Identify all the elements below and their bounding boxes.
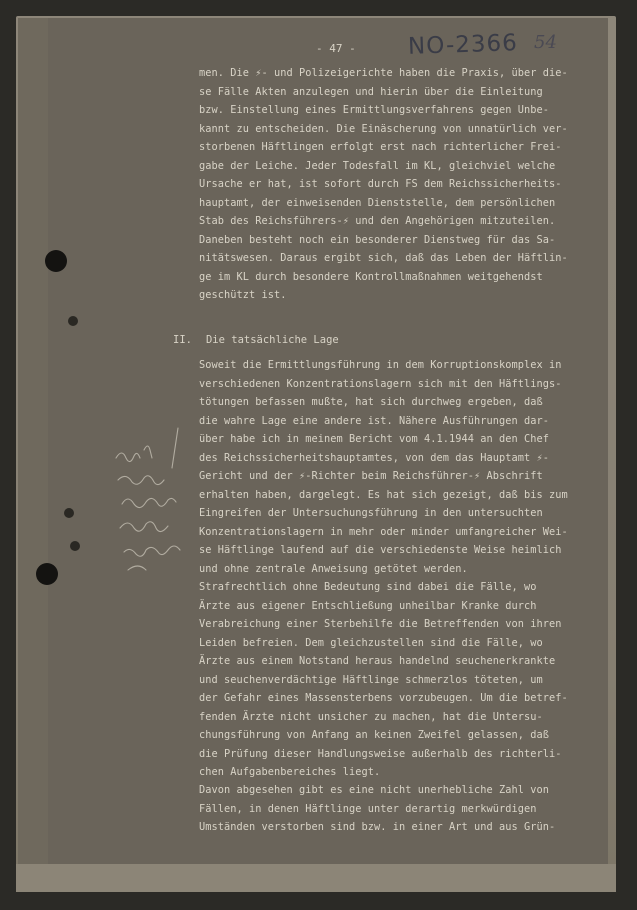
text-line: Soweit die Ermittlungsführung in dem Korruptionskomplex in (199, 359, 562, 371)
document-handwritten-number: 54 (534, 32, 557, 53)
text-line: Eingreifen der Untersuchungsführung in den untersuchten (199, 507, 543, 519)
staple-mark (64, 508, 74, 518)
paragraph-3 (199, 578, 599, 782)
text-line: men. Die ⚡- und Polizeigerichte haben die Praxis, über die- (199, 67, 568, 79)
text-line: Umständen verstorben sind bzw. in einer Art und aus Grün- (199, 821, 556, 833)
text-line: se Fälle Akten anzulegen und hierin über die Einleitung (199, 85, 543, 98)
text-line: der Gefahr eines Massensterbens vorzubeugen. Um die betref- (199, 692, 568, 704)
text-line: nitätswesen. Daraus ergibt sich, daß das Leben der Häftlin- (199, 252, 568, 264)
text-line: Davon abgesehen gibt es eine nicht unerhebliche Zahl von (199, 784, 549, 796)
text-line: und ohne zentrale Anweisung getötet werden. (199, 562, 468, 575)
section-title: Die tatsächliche Lage (205, 334, 339, 346)
text-line: Gericht und der ⚡-Richter beim Reichsführer-⚡ Abschrift (199, 470, 543, 482)
text-line: erhalten haben, dargelegt. Es hat sich gezeigt, daß bis zum (199, 488, 568, 501)
text-line: geschützt ist. (199, 289, 287, 301)
text-line: hauptamt, der einweisenden Dienststelle, dem persönlichen (199, 196, 556, 209)
punch-hole-lower (36, 563, 58, 585)
handwritten-margin-note (108, 420, 204, 590)
paragraph-4 (199, 781, 599, 837)
text-line: se Häftlinge laufend auf die verschiedenste Weise heimlich (199, 544, 562, 556)
text-line: Daneben besteht noch ein besonderer Dienstweg für das Sa- (199, 233, 556, 246)
text-line: bzw. Einstellung eines Ermittlungsverfahrens gegen Unbe- (199, 104, 549, 116)
text-line: des Reichssicherheitshauptamtes, von dem das Hauptamt ⚡- (199, 451, 549, 464)
text-line: chen Aufgabenbereiches liegt. (199, 766, 381, 778)
text-line: die Prüfung dieser Handlungsweise außerhalb des richterli- (199, 747, 562, 760)
text-line: fenden Ärzte nicht unsicher zu machen, hat die Untersu- (199, 710, 543, 723)
paper-fold (18, 18, 48, 890)
text-line: chungsführung von Anfang an keinen Zweifel gelassen, daß (199, 729, 549, 741)
text-line: die wahre Lage eine andere ist. Nähere Ausführungen dar- (199, 414, 549, 427)
text-line: Leiden befreien. Dem gleichzustellen sind die Fälle, wo (199, 636, 543, 649)
text-line: gabe der Leiche. Jeder Todesfall im KL, gleichviel welche (199, 159, 556, 172)
text-line: Stab des Reichsführers-⚡ und den Angehörigen mitzuteilen. (199, 215, 556, 227)
staple-mark (70, 541, 80, 551)
text-line: verschiedenen Konzentrationslagern sich mit den Häftlings- (199, 377, 562, 390)
text-line: storbenen Häftlingen erfolgt erst nach richterlicher Frei- (199, 141, 562, 153)
text-line: Verabreichung einer Sterbehilfe die Betreffenden von ihren (199, 618, 562, 630)
text-line: tötungen befassen mußte, hat sich durchweg ergeben, daß (199, 396, 543, 408)
text-line: ge im KL durch besondere Kontrollmaßnahmen weitgehendst (199, 270, 543, 283)
text-line: Ursache er hat, ist sofort durch FS dem Reichssicherheits- (199, 178, 562, 190)
section-number: II. (173, 334, 192, 346)
punch-hole-upper (45, 250, 67, 272)
text-line: Fällen, in denen Häftlinge unter derartig merkwürdigen (199, 802, 537, 815)
text-line: Strafrechtlich ohne Bedeutung sind dabei die Fälle, wo (199, 581, 537, 593)
text-line: und seuchenverdächtige Häftlinge schmerzlos töteten, um (199, 673, 543, 686)
document-stamp-id: NO-2366 (407, 30, 519, 60)
page-number: - 47 - (316, 42, 356, 55)
paragraph-1 (199, 64, 599, 305)
text-line: Ärzte aus einem Notstand heraus handelnd seuchenerkrankte (199, 655, 556, 667)
staple-mark (68, 316, 78, 326)
text-line: über habe ich in meinem Bericht vom 4.1.1944 an den Chef (199, 433, 549, 445)
text-line: kannt zu entscheiden. Die Einäscherung von unnatürlich ver- (199, 122, 568, 135)
paragraph-2 (199, 356, 599, 578)
text-line: Konzentrationslagern in mehr oder minder umfangreicher Wei- (199, 525, 568, 538)
section-heading (173, 334, 353, 346)
text-line: Ärzte aus eigener Entschließung unheilbar Kranke durch (199, 599, 537, 612)
paper-bottom-edge (16, 864, 616, 892)
